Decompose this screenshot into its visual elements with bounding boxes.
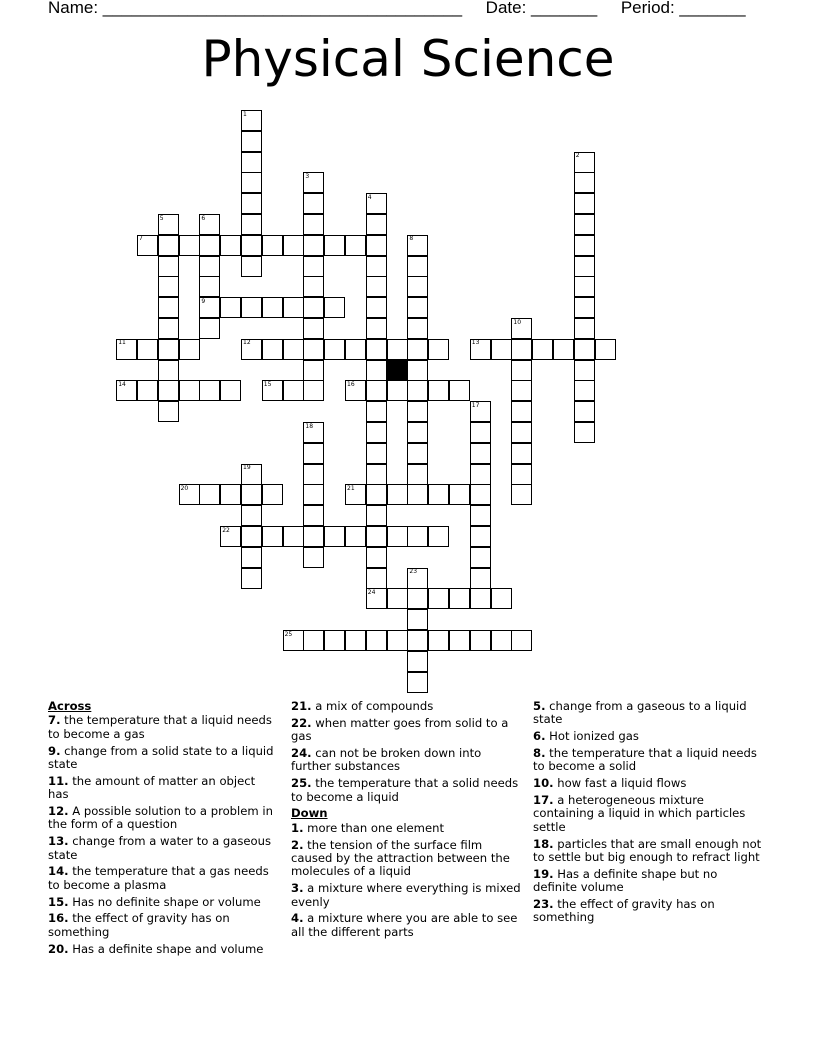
- clue-item: [533, 868, 765, 895]
- grid-cell[interactable]: [262, 235, 283, 256]
- grid-cell[interactable]: [241, 568, 262, 589]
- clue-text: can not be broken down into further substances: [291, 746, 482, 774]
- grid-cell[interactable]: [303, 443, 324, 464]
- grid-cell[interactable]: [241, 172, 262, 193]
- clue-item: [48, 805, 278, 832]
- clue-item: [291, 912, 521, 939]
- grid-cell[interactable]: [470, 464, 491, 485]
- grid-cell[interactable]: [449, 380, 470, 401]
- clue-num: 1.: [291, 820, 304, 835]
- grid-cell[interactable]: [553, 339, 574, 360]
- clue-text: Hot ionized gas: [549, 729, 639, 744]
- clue-number: 23: [409, 568, 418, 576]
- grid-cell[interactable]: [158, 401, 179, 422]
- clue-num: 10.: [533, 776, 554, 791]
- grid-cell[interactable]: [158, 256, 179, 277]
- clue-number: 10: [513, 318, 522, 326]
- grid-cell[interactable]: [428, 484, 449, 505]
- grid-cell[interactable]: [511, 422, 532, 443]
- page-title: Physical Science: [201, 30, 615, 88]
- clue-number: 17: [471, 401, 480, 409]
- grid-cell[interactable]: [470, 630, 491, 651]
- grid-cell[interactable]: [345, 526, 366, 547]
- grid-cell[interactable]: [241, 131, 262, 152]
- clue-number: 13: [471, 339, 480, 347]
- grid-cell[interactable]: [366, 214, 387, 235]
- clue-num: 13.: [48, 834, 69, 849]
- grid-cell[interactable]: [366, 484, 387, 505]
- grid-cell[interactable]: [387, 339, 408, 360]
- grid-cell[interactable]: [366, 443, 387, 464]
- grid-cell[interactable]: [158, 339, 179, 360]
- clue-number: 7: [139, 235, 143, 243]
- clue-number: 25: [284, 630, 293, 638]
- grid-cell[interactable]: [220, 235, 241, 256]
- grid-cell[interactable]: [574, 193, 595, 214]
- grid-cell[interactable]: [283, 526, 304, 547]
- clue-number: 15: [263, 380, 272, 388]
- clue-item: [533, 794, 765, 834]
- clue-item: [48, 896, 278, 909]
- grid-cell[interactable]: [574, 297, 595, 318]
- grid-cell[interactable]: [345, 630, 366, 651]
- clue-item: [48, 912, 278, 939]
- grid-cell[interactable]: [532, 339, 553, 360]
- grid-cell[interactable]: [324, 297, 345, 318]
- grid-cell[interactable]: [449, 588, 470, 609]
- grid-cell[interactable]: [407, 630, 428, 651]
- grid-cell[interactable]: [428, 630, 449, 651]
- grid-cell[interactable]: [199, 380, 220, 401]
- grid-cell[interactable]: [407, 484, 428, 505]
- clue-number: 14: [118, 380, 126, 388]
- grid-cell[interactable]: [158, 318, 179, 339]
- grid-cell[interactable]: [283, 235, 304, 256]
- grid-cell[interactable]: [407, 297, 428, 318]
- clue-item: [291, 822, 521, 835]
- grid-cell[interactable]: [158, 297, 179, 318]
- grid-cell[interactable]: [303, 360, 324, 381]
- clue-num: 24.: [291, 746, 312, 760]
- clue-number: 9: [201, 297, 206, 305]
- section-heading: Down: [291, 806, 328, 821]
- clue-num: 21.: [291, 699, 312, 713]
- grid-cell[interactable]: [241, 214, 262, 235]
- grid-cell[interactable]: [303, 505, 324, 526]
- grid-cell[interactable]: [366, 505, 387, 526]
- clue-number: 18: [305, 422, 314, 430]
- clue-item: [291, 839, 521, 879]
- grid-cell[interactable]: [199, 484, 220, 505]
- grid-cell[interactable]: [407, 422, 428, 443]
- grid-cell[interactable]: [407, 588, 428, 609]
- grid-cell[interactable]: [241, 505, 262, 526]
- clue-text: change from a solid state to a liquid state: [48, 743, 274, 772]
- clue-text: the tension of the surface film caused by the attraction between the molecules of a liquid: [291, 837, 510, 879]
- grid-cell[interactable]: [303, 464, 324, 485]
- grid-cell[interactable]: [366, 360, 387, 381]
- grid-cell[interactable]: [511, 443, 532, 464]
- clue-text: change from a water to a gaseous state: [48, 834, 271, 862]
- grid-cell[interactable]: [407, 360, 428, 381]
- clues-column-3: [533, 700, 765, 928]
- grid-cell[interactable]: [241, 484, 262, 505]
- clue-item: [291, 747, 521, 774]
- grid-cell[interactable]: [179, 380, 200, 401]
- grid-cell[interactable]: [574, 172, 595, 193]
- grid-cell[interactable]: [262, 297, 283, 318]
- grid-cell[interactable]: [303, 318, 324, 339]
- clue-text: the temperature that a liquid needs to become a gas: [48, 713, 272, 741]
- grid-cell[interactable]: [387, 484, 408, 505]
- grid-cell[interactable]: [574, 380, 595, 401]
- grid-cell[interactable]: [137, 339, 158, 360]
- clue-num: 15.: [48, 894, 69, 909]
- grid-cell[interactable]: [574, 422, 595, 443]
- grid-cell[interactable]: [366, 401, 387, 422]
- clue-number: 16: [347, 380, 355, 388]
- section-heading: Across: [48, 699, 92, 713]
- clue-number: 19: [243, 464, 251, 472]
- clue-num: 12.: [48, 804, 69, 819]
- clue-item: [533, 747, 765, 774]
- grid-cell[interactable]: [303, 276, 324, 297]
- grid-cell[interactable]: [407, 401, 428, 422]
- grid-cell[interactable]: [387, 630, 408, 651]
- clue-text: particles that are small enough not to settle but big enough to refract light: [533, 836, 762, 865]
- grid-cell[interactable]: [283, 380, 304, 401]
- grid-cell[interactable]: [511, 339, 532, 360]
- grid-cell[interactable]: [366, 318, 387, 339]
- grid-cell[interactable]: [574, 339, 595, 360]
- grid-cell[interactable]: [511, 484, 532, 505]
- grid-cell[interactable]: [449, 484, 470, 505]
- clue-number: 6: [201, 214, 206, 222]
- grid-cell[interactable]: [303, 193, 324, 214]
- clue-num: 8.: [533, 746, 546, 760]
- grid-cell[interactable]: [428, 339, 449, 360]
- grid-cell[interactable]: [470, 588, 491, 609]
- grid-cell[interactable]: [283, 339, 304, 360]
- grid-cell[interactable]: [470, 568, 491, 589]
- grid-cell[interactable]: [574, 276, 595, 297]
- grid-cell[interactable]: [574, 214, 595, 235]
- grid-cell[interactable]: [574, 256, 595, 277]
- grid-cell[interactable]: [303, 339, 324, 360]
- clue-text: Has no definite shape or volume: [72, 894, 261, 909]
- clue-num: 16.: [48, 911, 69, 926]
- grid-cell[interactable]: [366, 464, 387, 485]
- grid-cell[interactable]: [511, 630, 532, 651]
- clue-text: the temperature that a gas needs to become a plasma: [48, 864, 269, 892]
- grid-cell[interactable]: [241, 526, 262, 547]
- clue-num: 4.: [291, 911, 304, 926]
- clue-item: [48, 745, 278, 772]
- name-date-period-line: Name: ______________________________________ Date: _______ Period: _______: [48, 0, 746, 17]
- grid-cell[interactable]: [366, 526, 387, 547]
- clue-text: a heterogeneous mixture containing a liquid in which particles settle: [533, 793, 746, 834]
- grid-cell[interactable]: [158, 235, 179, 256]
- grid-cell[interactable]: [407, 526, 428, 547]
- grid-cell[interactable]: [324, 235, 345, 256]
- grid-cell[interactable]: [574, 235, 595, 256]
- grid-cell[interactable]: [303, 256, 324, 277]
- clue-item: [48, 835, 278, 862]
- grid-cell[interactable]: [283, 297, 304, 318]
- clues-column-1: [48, 700, 278, 959]
- grid-cell[interactable]: [241, 235, 262, 256]
- clue-number: 12: [243, 339, 251, 347]
- clue-text: A possible solution to a problem in the form of a question: [48, 804, 273, 832]
- grid-cell[interactable]: [199, 256, 220, 277]
- clue-num: 18.: [533, 836, 554, 851]
- grid-cell[interactable]: [366, 256, 387, 277]
- grid-cell[interactable]: [199, 318, 220, 339]
- clue-text: how fast a liquid flows: [557, 776, 687, 791]
- clue-num: 22.: [291, 715, 312, 730]
- clue-num: 17.: [533, 793, 554, 807]
- clue-text: a mix of compounds: [315, 699, 434, 713]
- grid-cell[interactable]: [324, 526, 345, 547]
- clue-num: 6.: [533, 729, 546, 744]
- grid-cell[interactable]: [470, 526, 491, 547]
- grid-cell[interactable]: [366, 380, 387, 401]
- grid-cell[interactable]: [366, 339, 387, 360]
- clue-num: 2.: [291, 837, 304, 852]
- clue-number: 24: [367, 588, 376, 596]
- grid-cell[interactable]: [303, 235, 324, 256]
- grid-cell[interactable]: [158, 276, 179, 297]
- clues-column-2: [291, 700, 521, 943]
- grid-cell[interactable]: [407, 443, 428, 464]
- grid-cell[interactable]: [366, 547, 387, 568]
- clue-num: 5.: [533, 699, 546, 713]
- clue-text: a mixture where everything is mixed evenly: [291, 881, 521, 909]
- clue-num: 23.: [533, 897, 554, 912]
- grid-cell[interactable]: [491, 588, 512, 609]
- grid-cell[interactable]: [366, 297, 387, 318]
- clue-item: [48, 865, 278, 892]
- grid-cell[interactable]: [179, 339, 200, 360]
- clue-item: [48, 943, 278, 956]
- grid-cell[interactable]: [511, 401, 532, 422]
- grid-cell[interactable]: [179, 235, 200, 256]
- grid-cell[interactable]: [366, 568, 387, 589]
- clue-item: [48, 775, 278, 802]
- clue-item: [48, 714, 278, 741]
- clue-number: 11: [118, 339, 126, 347]
- grid-cell[interactable]: [470, 484, 491, 505]
- clue-number: 2: [575, 152, 580, 160]
- grid-cell[interactable]: [220, 297, 241, 318]
- grid-cell[interactable]: [387, 588, 408, 609]
- grid-cell[interactable]: [303, 214, 324, 235]
- grid-cell[interactable]: [428, 526, 449, 547]
- clue-item: [533, 777, 765, 790]
- grid-cell[interactable]: [303, 297, 324, 318]
- clue-text: the effect of gravity has on something: [48, 911, 230, 939]
- grid-cell[interactable]: [387, 526, 408, 547]
- clue-text: a mixture where you are able to see all the different parts: [291, 911, 518, 939]
- clue-item: [533, 730, 765, 743]
- grid-cell[interactable]: [407, 464, 428, 485]
- grid-cell[interactable]: [241, 547, 262, 568]
- grid-cell[interactable]: [137, 380, 158, 401]
- grid-cell[interactable]: [407, 651, 428, 672]
- clue-text: when matter goes from solid to a gas: [291, 715, 509, 744]
- grid-cell[interactable]: [241, 193, 262, 214]
- grid-cell[interactable]: [262, 484, 283, 505]
- clue-number: 21: [347, 484, 355, 492]
- grid-cell[interactable]: [303, 630, 324, 651]
- clue-num: 9.: [48, 743, 61, 758]
- black-square: [387, 360, 408, 381]
- clue-text: the amount of matter an object has: [48, 773, 256, 802]
- grid-cell[interactable]: [324, 630, 345, 651]
- clue-num: 20.: [48, 941, 69, 956]
- grid-cell[interactable]: [303, 526, 324, 547]
- grid-cell[interactable]: [407, 318, 428, 339]
- clue-item: [291, 777, 521, 804]
- grid-cell[interactable]: [345, 339, 366, 360]
- clue-num: 25.: [291, 776, 312, 791]
- grid-cell[interactable]: [199, 276, 220, 297]
- grid-cell[interactable]: [428, 380, 449, 401]
- grid-cell[interactable]: [262, 339, 283, 360]
- clue-number: 1: [243, 110, 247, 118]
- grid-cell[interactable]: [199, 235, 220, 256]
- grid-cell[interactable]: [511, 464, 532, 485]
- grid-cell[interactable]: [220, 484, 241, 505]
- grid-cell[interactable]: [449, 630, 470, 651]
- clue-item: [291, 882, 521, 909]
- grid-cell[interactable]: [324, 339, 345, 360]
- clue-text: Has a definite shape but no definite volume: [533, 866, 718, 895]
- clue-text: the effect of gravity has on something: [533, 897, 715, 925]
- clue-item: [533, 898, 765, 925]
- clue-text: more than one element: [307, 820, 444, 835]
- grid-cell[interactable]: [158, 380, 179, 401]
- clue-number: 4: [367, 193, 372, 201]
- grid-cell[interactable]: [387, 380, 408, 401]
- grid-cell[interactable]: [470, 547, 491, 568]
- grid-cell[interactable]: [574, 360, 595, 381]
- grid-cell[interactable]: [303, 547, 324, 568]
- clue-text: the temperature that a solid needs to become a liquid: [291, 776, 519, 804]
- clue-num: 3.: [291, 881, 304, 896]
- grid-cell[interactable]: [241, 152, 262, 173]
- grid-cell[interactable]: [366, 235, 387, 256]
- clue-text: the temperature that a liquid needs to become a solid: [533, 746, 757, 774]
- grid-cell[interactable]: [407, 672, 428, 693]
- clue-num: 14.: [48, 864, 69, 879]
- clue-number: 20: [180, 484, 189, 492]
- grid-cell[interactable]: [470, 443, 491, 464]
- grid-cell[interactable]: [262, 526, 283, 547]
- grid-cell[interactable]: [511, 380, 532, 401]
- grid-cell[interactable]: [428, 588, 449, 609]
- clue-num: 7.: [48, 713, 61, 728]
- clue-num: 11.: [48, 773, 69, 788]
- grid-cell[interactable]: [407, 256, 428, 277]
- grid-cell[interactable]: [158, 360, 179, 381]
- grid-cell[interactable]: [241, 297, 262, 318]
- grid-cell[interactable]: [574, 318, 595, 339]
- grid-cell[interactable]: [491, 339, 512, 360]
- clue-number: 22: [222, 526, 230, 534]
- clue-num: 19.: [533, 866, 554, 881]
- grid-cell[interactable]: [303, 380, 324, 401]
- clue-text: Has a definite shape and volume: [72, 941, 264, 956]
- grid-cell[interactable]: [366, 422, 387, 443]
- clue-item: [533, 700, 765, 727]
- clue-number: 8: [409, 235, 414, 243]
- grid-cell[interactable]: [407, 276, 428, 297]
- grid-cell[interactable]: [407, 339, 428, 360]
- grid-cell[interactable]: [574, 401, 595, 422]
- grid-cell[interactable]: [366, 630, 387, 651]
- grid-cell[interactable]: [470, 505, 491, 526]
- clue-number: 5: [159, 214, 164, 222]
- grid-cell[interactable]: [511, 360, 532, 381]
- grid-cell[interactable]: [366, 276, 387, 297]
- clue-text: change from a gaseous to a liquid state: [533, 699, 747, 727]
- clue-item: [533, 838, 765, 865]
- clue-item: [291, 700, 521, 713]
- grid-cell[interactable]: [470, 422, 491, 443]
- grid-cell[interactable]: [345, 235, 366, 256]
- grid-cell[interactable]: [407, 609, 428, 630]
- grid-cell[interactable]: [241, 256, 262, 277]
- grid-cell[interactable]: [407, 380, 428, 401]
- grid-cell[interactable]: [491, 630, 512, 651]
- grid-cell[interactable]: [220, 380, 241, 401]
- grid-cell[interactable]: [595, 339, 616, 360]
- grid-cell[interactable]: [303, 484, 324, 505]
- clue-number: 3: [305, 172, 310, 180]
- clue-item: [291, 717, 521, 744]
